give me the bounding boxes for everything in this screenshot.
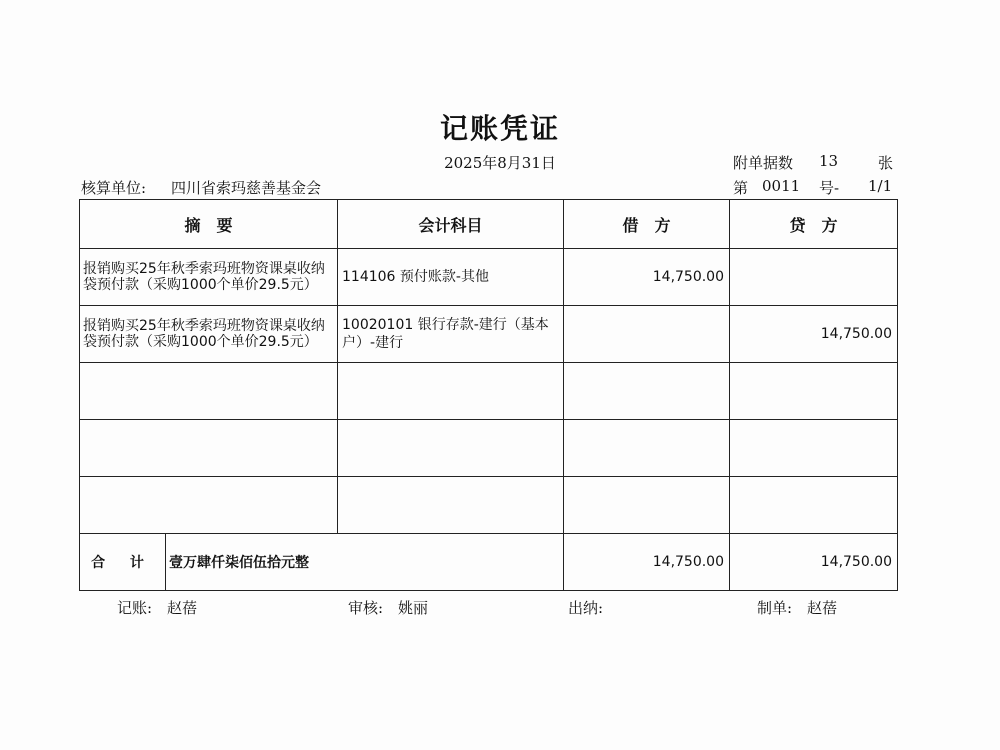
bookkeeper-label: 记账: (117, 599, 153, 617)
row-credit (730, 420, 898, 477)
cashier-label: 出纳: (568, 599, 604, 617)
row-account (338, 363, 564, 420)
total-label: 合 计 (80, 534, 166, 591)
row-summary (80, 363, 338, 420)
total-credit: 14,750.00 (730, 534, 898, 591)
row-debit (564, 363, 730, 420)
header-account: 会计科目 (338, 200, 564, 249)
table-header-row (80, 200, 898, 249)
row-credit: 14,750.00 (730, 306, 898, 363)
voucher-number: 0011 (762, 177, 801, 195)
voucher-title: 记账凭证 (439, 112, 560, 145)
row-account: 10020101 银行存款-建行（基本户）-建行 (338, 306, 564, 363)
row-summary: 报销购买25年秋季索玛班物资课桌收纳袋预付款（采购1000个单价29.5元） (80, 249, 338, 306)
attachments-unit: 张 (878, 154, 894, 172)
row-debit (564, 420, 730, 477)
row-summary: 报销购买25年秋季索玛班物资课桌收纳袋预付款（采购1000个单价29.5元） (80, 306, 338, 363)
row-credit (730, 363, 898, 420)
header-summary: 摘 要 (80, 200, 338, 249)
row-debit: 14,750.00 (564, 249, 730, 306)
total-amount-words: 壹万肆仟柒佰伍拾元整 (166, 534, 564, 591)
voucher-date: 2025年8月31日 (444, 154, 556, 172)
table-row (80, 420, 898, 477)
table-row (80, 477, 898, 534)
header-credit: 贷 方 (730, 200, 898, 249)
voucher-no-prefix: 第 (733, 179, 749, 197)
unit-name: 四川省索玛慈善基金会 (171, 179, 322, 197)
preparer-label: 制单: (757, 599, 793, 617)
total-debit: 14,750.00 (564, 534, 730, 591)
auditor-label: 审核: (348, 599, 384, 617)
row-summary (80, 420, 338, 477)
bookkeeper-name: 赵蓓 (167, 599, 198, 617)
row-account (338, 420, 564, 477)
attachments-label: 附单据数 (733, 154, 794, 172)
attachments-count: 13 (819, 152, 839, 170)
row-account: 114106 预付账款-其他 (338, 249, 564, 306)
voucher-no-suffix: 号- (819, 179, 840, 197)
unit-label: 核算单位: (81, 179, 147, 197)
table-row (80, 363, 898, 420)
total-row (80, 534, 898, 591)
row-summary (80, 477, 338, 534)
row-credit (730, 249, 898, 306)
row-account (338, 477, 564, 534)
row-credit (730, 477, 898, 534)
table-row (80, 249, 898, 306)
auditor-name: 姚丽 (398, 599, 429, 617)
row-debit (564, 477, 730, 534)
row-debit (564, 306, 730, 363)
voucher-table (79, 199, 898, 591)
preparer-name: 赵蓓 (807, 599, 838, 617)
table-row (80, 306, 898, 363)
header-debit: 借 方 (564, 200, 730, 249)
voucher-page: 1/1 (868, 177, 893, 195)
